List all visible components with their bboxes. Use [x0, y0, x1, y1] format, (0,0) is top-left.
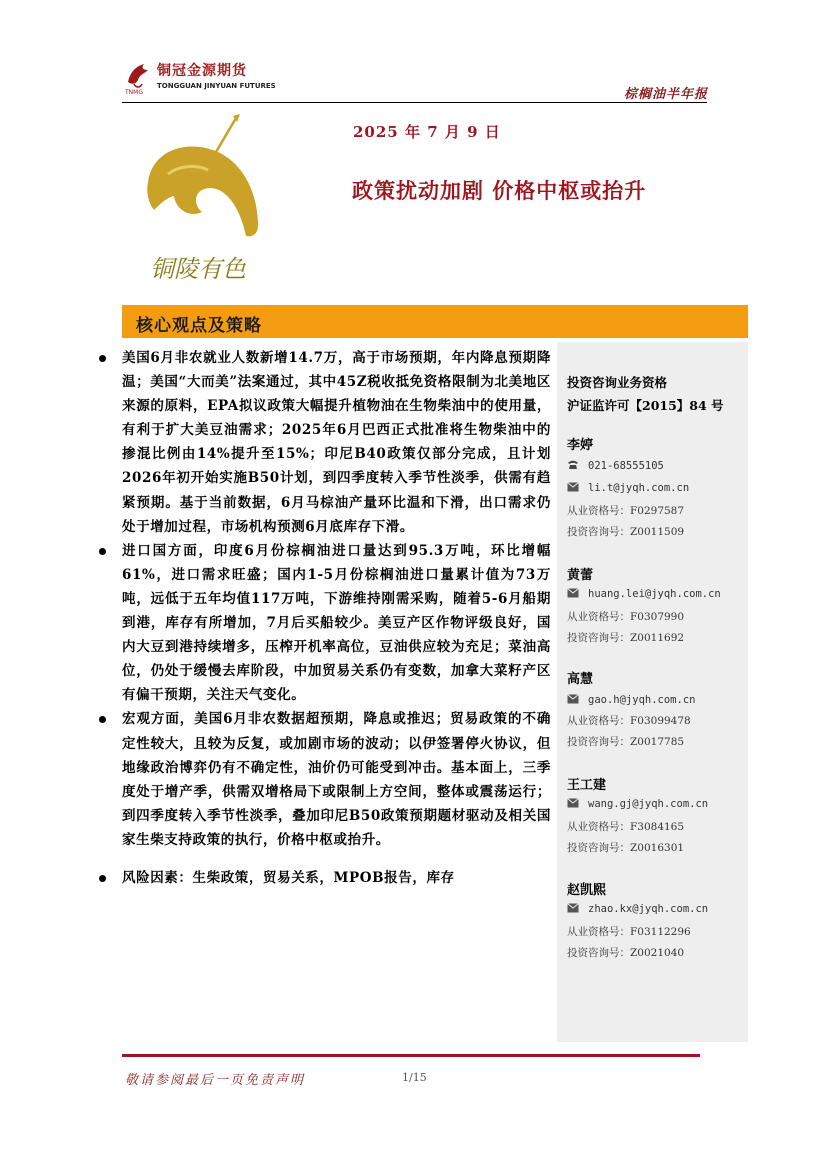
bullet-icon: [99, 548, 106, 555]
disclaimer-link[interactable]: 敬请参阅最后一页免责声明: [125, 1073, 306, 1088]
practice-cert: 从业资格号：F03112296: [567, 926, 691, 938]
practice-cert: 从业资格号：F0297587: [567, 505, 685, 517]
mail-icon: [567, 798, 579, 808]
mail-icon: [567, 694, 579, 704]
license-number: 沪证监许可【2015】84 号: [567, 398, 724, 413]
mail-icon: [567, 588, 579, 598]
qualification-title: 投资咨询业务资格: [567, 375, 668, 390]
bullet-icon: [99, 875, 106, 882]
company-logo: [122, 58, 276, 98]
analyst-name: 黄蕾: [567, 568, 594, 583]
mail-icon: [567, 903, 579, 913]
viewpoint-text: 进口国方面，印度6月份棕榈油进口量达到95.3万吨，环比增幅61%，进口需求旺盛；国内1-5月份棕榈油进口量累计值为73万吨，远低于五年均值117万吨，下游维持刚需采购，随着5-6月船期到港，库存有所增加，7月后买船较少。美豆产区作物评级良好，国内大豆到港持续增多，压榨开机率高位，豆油供应较为充足；菜油高位，仍处于缓慢去库阶段，中加贸易关系仍有变数，加拿大菜籽产区有偏干预期，关注天气变化。: [122, 542, 551, 704]
risk-factors: [95, 866, 551, 890]
bullet-icon: [99, 355, 106, 362]
practice-cert: 从业资格号：F03099478: [567, 715, 691, 727]
analyst-email[interactable]: huang.lei@jyqh.com.cn: [567, 588, 721, 600]
viewpoint-text: 美国6月非农就业人数新增14.7万，高于市场预期，年内降息预期降温；美国“大而美”法案通过，其中45Z税收抵免资格限制为北美地区来源的原料，EPA拟议政策大幅提升植物油在生物柴油中的使用量，有利于扩大美豆油需求；2025年6月巴西正式批准将生物柴油中的掺混比例由14%提升至15%；印尼B40政策仅部分完成，且计划2026年初开始实施B50计划，到四季度转入季节性淡季，供需有趋紧预期。基于当前数据，6月马棕油产量环比温和下滑，出口需求仍处于增加过程，市场机构预测6月底库存下滑。: [122, 350, 551, 535]
report-date: 2025 年 7 月 9 日: [353, 123, 501, 141]
analyst-phone: 021-68555105: [567, 460, 664, 472]
analyst-name: 高慧: [567, 672, 594, 687]
consult-cert: 投资咨询号：Z0021040: [567, 947, 685, 959]
analyst-sidebar: [557, 342, 748, 1042]
report-type-label: 棕榈油半年报: [623, 87, 708, 102]
analyst-email[interactable]: zhao.kx@jyqh.com.cn: [567, 903, 708, 915]
consult-cert: 投资咨询号：Z0011509: [567, 526, 685, 538]
phone-icon: [567, 460, 579, 470]
mail-icon: [567, 482, 579, 492]
page-number: 1/15: [402, 1071, 427, 1084]
bullet-icon: [99, 716, 106, 723]
core-viewpoints: [95, 346, 551, 890]
brand-name-cn: 铜冠金源期货: [157, 63, 247, 79]
svg-text:TNMG: TNMG: [125, 89, 143, 96]
consult-cert: 投资咨询号：Z0017785: [567, 736, 685, 748]
risk-text: 风险因素：生柴政策，贸易关系，MPOB报告，库存: [122, 869, 455, 886]
header-divider: [122, 102, 707, 103]
viewpoint-text: 宏观方面，美国6月非农数据超预期，降息或推迟；贸易政策的不确定性较大，且较为反复，或加剧市场的波动；以伊签署停火协议，但地缘政治博弈仍有不确定性，油价仍可能受到冲击。基本面上，三季度处于增产季，供需双增格局下或限制上方空间，整体或震荡运行；到四季度转入季节性淡季，叠加印尼B50政策预期题材驱动及相关国家生柴支持政策的执行，价格中枢或抬升。: [122, 711, 551, 848]
section-title: 核心观点及策略: [136, 316, 262, 336]
analyst-name: 王工建: [567, 778, 607, 793]
tongling-nonferrous-emblem-icon: [138, 112, 268, 287]
analyst-email[interactable]: gao.h@jyqh.com.cn: [567, 694, 695, 706]
analyst-name: 李婷: [567, 438, 594, 453]
consult-cert: 投资咨询号：Z0016301: [567, 842, 685, 854]
emblem-calligraphy: 铜陵有色: [150, 255, 246, 283]
footer-divider: [122, 1054, 700, 1057]
brand-name-en: TONGGUAN JINYUAN FUTURES: [157, 82, 276, 90]
report-title: 政策扰动加剧 价格中枢或抬升: [352, 178, 647, 203]
viewpoint-bullet: [95, 539, 551, 708]
horse-logo-icon: [124, 60, 154, 96]
viewpoint-bullet: [95, 346, 551, 539]
practice-cert: 从业资格号：F0307990: [567, 611, 685, 623]
viewpoint-bullet: [95, 707, 551, 852]
analyst-email[interactable]: wang.gj@jyqh.com.cn: [567, 798, 708, 810]
consult-cert: 投资咨询号：Z0011692: [567, 632, 685, 644]
practice-cert: 从业资格号：F3084165: [567, 821, 685, 833]
analyst-name: 赵凯熙: [567, 883, 607, 898]
analyst-email[interactable]: li.t@jyqh.com.cn: [567, 482, 689, 494]
